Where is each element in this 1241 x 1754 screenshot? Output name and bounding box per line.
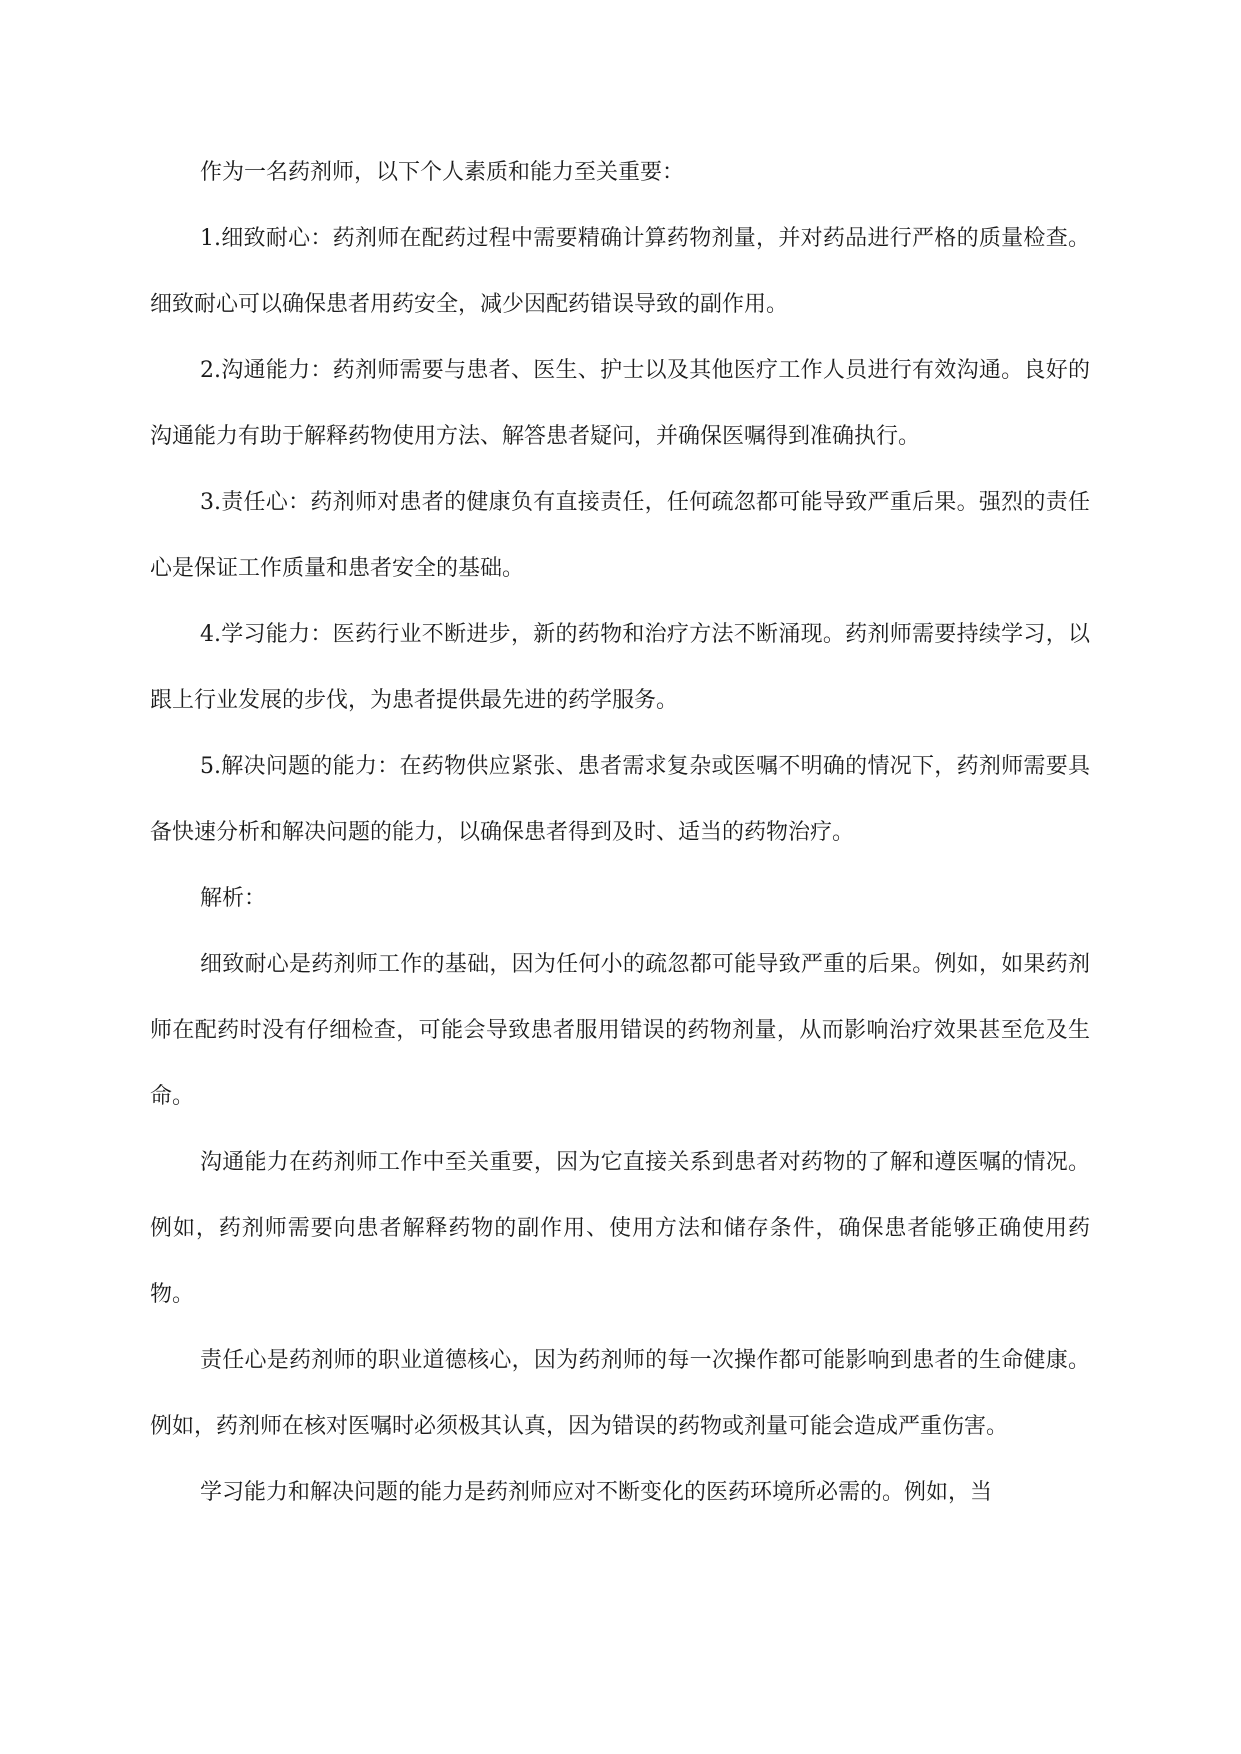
intro-paragraph: 作为一名药剂师，以下个人素质和能力至关重要：	[200, 160, 685, 185]
item-paragraph-2: 2.沟通能力：药剂师需要与患者、医生、护士以及其他医疗工作人员进行有效沟通。良好的沟通能力有助于解释药物使用方法、解答患者疑问，并确保医嘱得到准确执行。	[150, 358, 1090, 449]
item-paragraph-4: 4.学习能力：医药行业不断进步，新的药物和治疗方法不断涌现。药剂师需要持续学习，以跟上行业发展的步伐，为患者提供最先进的药学服务。	[150, 622, 1090, 713]
analysis-paragraph-4: 学习能力和解决问题的能力是药剂师应对不断变化的医药环境所必需的。例如，当	[200, 1480, 993, 1505]
analysis-paragraph-2: 沟通能力在药剂师工作中至关重要，因为它直接关系到患者对药物的了解和遵医嘱的情况。例如，药剂师需要向患者解释药物的副作用、使用方法和储存条件，确保患者能够正确使用药物。	[150, 1150, 1090, 1307]
analysis-paragraph-1: 细致耐心是药剂师工作的基础，因为任何小的疏忽都可能导致严重的后果。例如，如果药剂师在配药时没有仔细检查，可能会导致患者服用错误的药物剂量，从而影响治疗效果甚至危及生命。	[150, 952, 1090, 1109]
analysis-heading: 解析：	[200, 886, 267, 911]
document-page	[150, 140, 1090, 1526]
item-paragraph-3: 3.责任心：药剂师对患者的健康负有直接责任，任何疏忽都可能导致严重后果。强烈的责任心是保证工作质量和患者安全的基础。	[150, 490, 1090, 581]
item-paragraph-1: 1.细致耐心：药剂师在配药过程中需要精确计算药物剂量，并对药品进行严格的质量检查。细致耐心可以确保患者用药安全，减少因配药错误导致的副作用。	[150, 226, 1090, 317]
analysis-paragraph-3: 责任心是药剂师的职业道德核心，因为药剂师的每一次操作都可能影响到患者的生命健康。例如，药剂师在核对医嘱时必须极其认真，因为错误的药物或剂量可能会造成严重伤害。	[150, 1348, 1090, 1439]
item-paragraph-5: 5.解决问题的能力：在药物供应紧张、患者需求复杂或医嘱不明确的情况下，药剂师需要具备快速分析和解决问题的能力，以确保患者得到及时、适当的药物治疗。	[150, 754, 1090, 845]
